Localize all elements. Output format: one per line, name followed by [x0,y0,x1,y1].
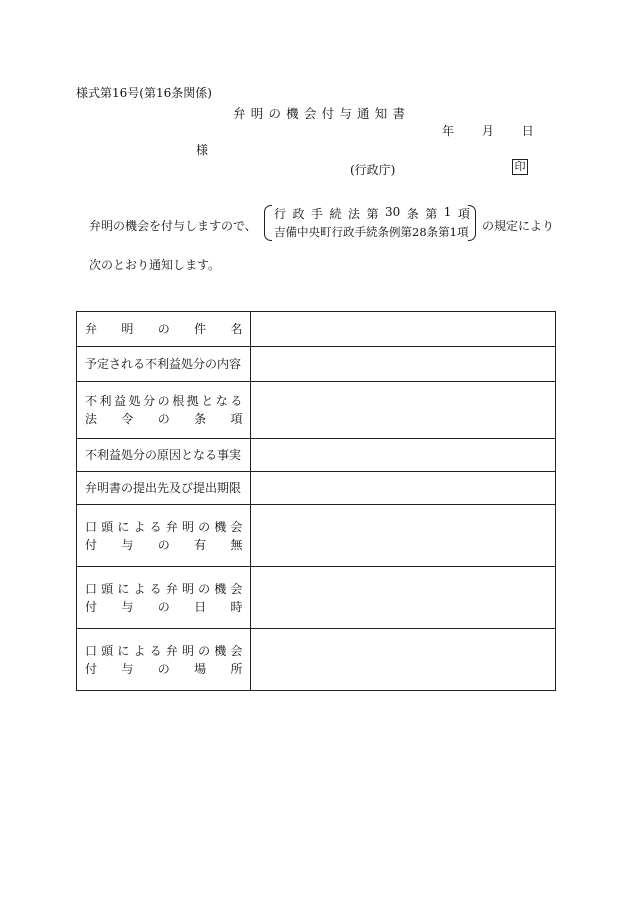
row-value[interactable] [251,439,556,472]
label-char: よ [133,519,146,534]
label-char: 場 [194,661,207,676]
law-reference-1 [274,205,470,222]
label-char: の [198,519,211,534]
label-char: 日 [194,599,207,614]
label-char: 与 [121,661,134,676]
seal-mark: 印 [512,159,528,175]
label-char: 頭 [101,643,114,658]
title-char: 付 [321,106,335,121]
label-char: の [198,643,211,658]
label-char: 頭 [101,519,114,534]
document-title [233,104,405,122]
label-char: 処 [128,394,141,408]
label-line [85,660,242,678]
label-char: と [201,394,214,408]
label-char: 弁 [85,322,98,336]
table-row [77,629,556,691]
label-char: 不 [85,394,98,408]
label-char: よ [133,581,146,596]
label-char: の [157,599,170,614]
row-label [77,567,251,629]
label-char: 機 [214,519,227,534]
form-number: 様式第16号(第16条関係) [76,86,212,100]
row-value[interactable] [251,629,556,691]
label-char: の [157,412,170,426]
agency-label: (行政庁) [350,163,396,177]
label-char: 件 [194,322,207,336]
label-char: る [149,643,162,658]
label-char: 与 [121,537,134,552]
label-char: 機 [214,581,227,596]
label-char: の [157,322,170,336]
law-char: 行 [274,207,287,221]
law-char: 第 [425,207,438,221]
left-brace [264,205,272,241]
label-char: 弁 [165,519,178,534]
law-char: 第 [366,207,379,221]
label-text: 不利益処分の原因となる事実 [85,448,242,462]
title-char: 機 [286,106,299,121]
label-line [85,392,242,410]
law-char: 1 [443,205,452,219]
body-text-line1-pre: 弁明の機会を付与しますので、 [89,219,257,233]
label-char: の [157,394,170,408]
label-char: 明 [121,322,134,336]
label-char: 付 [85,537,98,552]
label-char: 弁 [165,643,178,658]
label-line [85,410,242,428]
label-line [85,536,242,554]
label-char: 分 [143,394,156,408]
row-value[interactable] [251,382,556,439]
label-char: 口 [85,581,98,596]
table-row [77,382,556,439]
label-char: 令 [121,412,134,426]
law-char: 項 [457,207,470,221]
body-text-line2: 次のとおり通知します。 [89,258,221,272]
label-char: 条 [194,412,207,426]
law-char: 法 [348,207,361,221]
label-char: に [117,581,130,596]
table-row [77,472,556,505]
notice-table [76,311,556,691]
label-char: の [157,537,170,552]
title-char: 書 [392,106,405,121]
table-row [77,567,556,629]
label-line [85,518,242,536]
label-char: 名 [230,322,243,336]
table-row [77,439,556,472]
body-text-line1-post: の規定により [482,219,555,233]
title-char: 通 [357,106,370,121]
row-label [77,472,251,505]
row-label [77,439,251,472]
law-char: 手 [311,207,324,221]
label-char: 付 [85,661,98,676]
label-line [85,320,242,338]
row-label [77,629,251,691]
label-char: 項 [230,412,243,426]
table-row [77,505,556,567]
label-char: よ [133,643,146,658]
label-char: 与 [121,599,134,614]
label-char: に [117,519,130,534]
title-char: の [268,106,281,121]
row-label [77,312,251,347]
label-char: 付 [85,599,98,614]
table-row [77,312,556,347]
row-value[interactable] [251,312,556,347]
label-char: 根 [172,394,185,408]
date-year-char: 年 [442,124,455,138]
label-char: 法 [85,412,98,426]
label-char: な [215,394,228,408]
label-char: 時 [230,599,243,614]
row-label [77,505,251,567]
title-char: 明 [250,106,264,121]
row-value[interactable] [251,472,556,505]
label-char: 弁 [165,581,178,596]
law-char: 政 [292,207,305,221]
label-char: に [117,643,130,658]
date-line [442,122,534,139]
addressee-suffix: 様 [196,143,209,157]
label-char: 所 [230,661,243,676]
label-char: る [230,394,243,408]
title-char: 知 [374,106,388,121]
label-char: の [198,581,211,596]
label-char: 利 [99,394,112,408]
date-month-char: 月 [481,124,494,138]
title-char: 会 [303,106,317,121]
label-char: 明 [181,581,194,596]
label-char: 無 [230,537,243,552]
title-char: 与 [339,106,352,121]
label-char: 益 [114,394,127,408]
label-line [85,598,242,616]
label-text: 弁明書の提出先及び提出期限 [85,481,242,495]
label-char: 有 [194,537,207,552]
label-char: 口 [85,519,98,534]
law-char: 条 [406,207,419,221]
label-char: の [157,661,170,676]
label-char: 機 [214,643,227,658]
label-char: 拠 [186,394,199,408]
row-label [77,382,251,439]
law-reference-2: 吉備中央町行政手続条例第28条第1項 [274,225,469,239]
row-value[interactable] [251,567,556,629]
label-char: る [149,581,162,596]
date-day-char: 日 [521,124,534,138]
row-label [77,347,251,382]
table-row [77,347,556,382]
law-char: 続 [329,207,342,221]
row-value[interactable] [251,347,556,382]
title-char: 弁 [233,106,246,121]
label-text: 予定される不利益処分の内容 [85,357,242,371]
label-line [85,642,242,660]
label-char: 会 [230,581,243,596]
right-brace [468,205,476,241]
label-line [85,580,242,598]
label-char: 会 [230,643,243,658]
label-char: 頭 [101,581,114,596]
label-char: 口 [85,643,98,658]
label-char: る [149,519,162,534]
label-char: 会 [230,519,243,534]
law-char: 30 [385,205,401,219]
label-char: 明 [181,643,194,658]
row-value[interactable] [251,505,556,567]
label-char: 明 [181,519,194,534]
